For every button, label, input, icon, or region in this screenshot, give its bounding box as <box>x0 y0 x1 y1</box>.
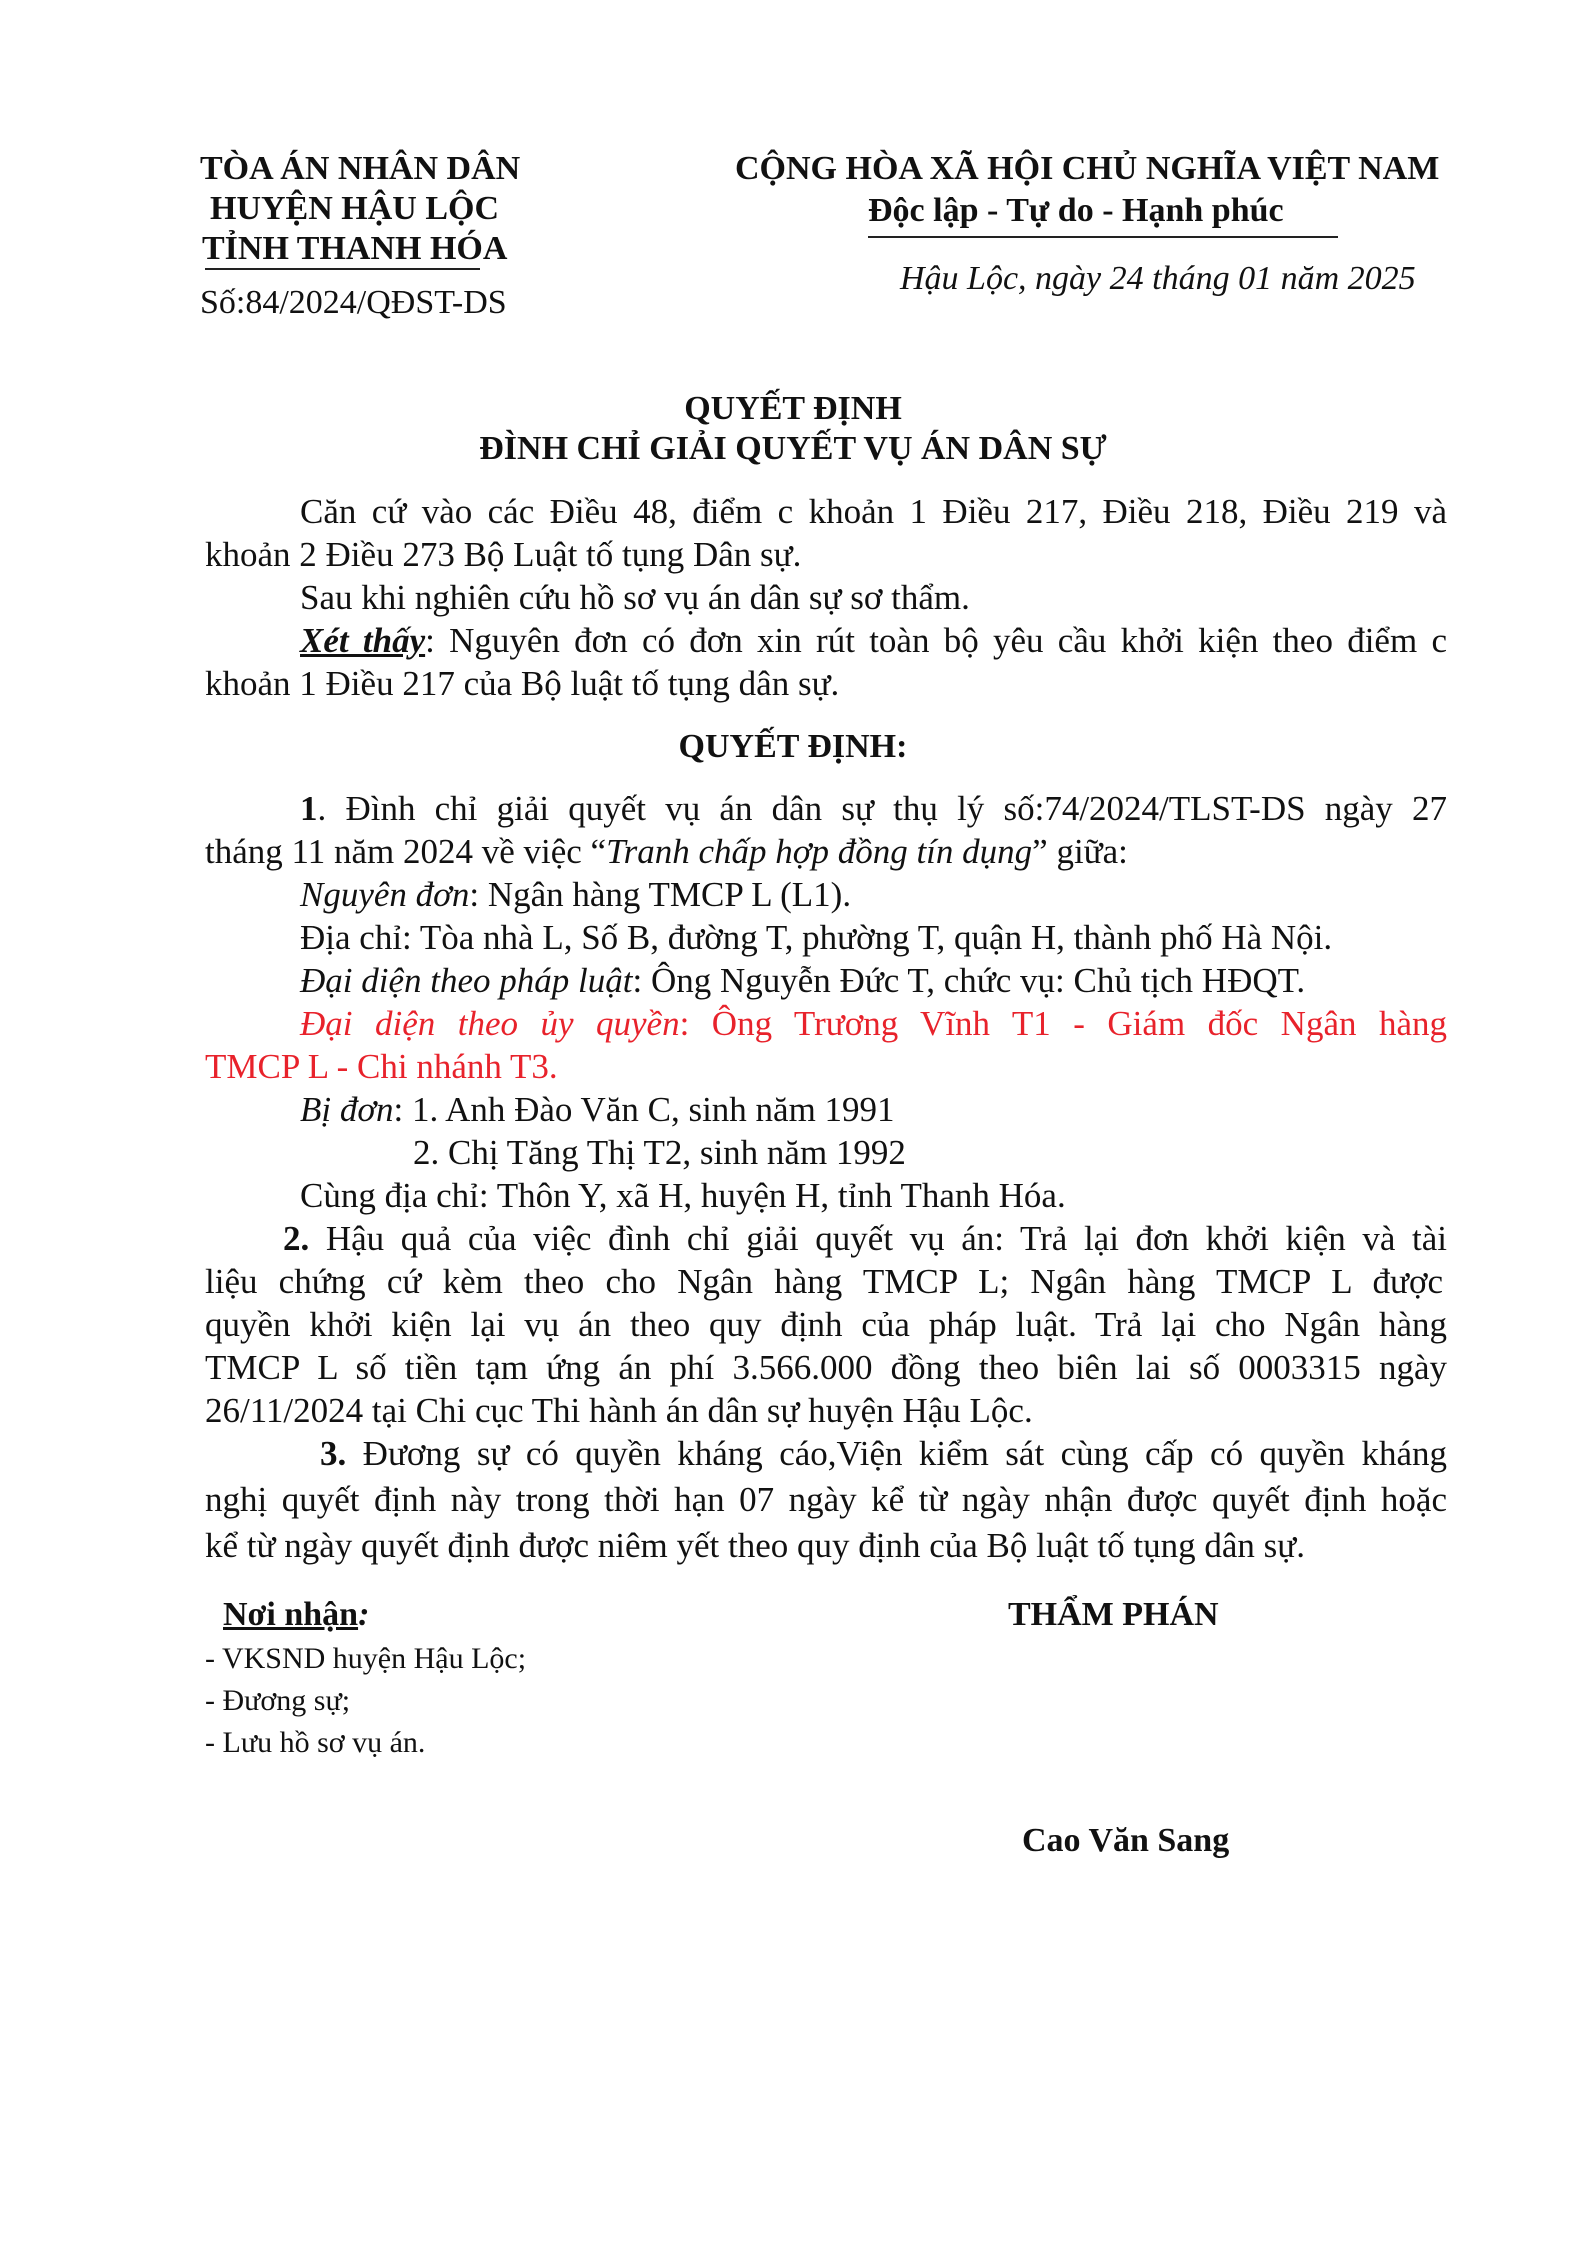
item3-text2: nghị quyết định này trong thời hạn 07 ngày kể từ ngày nhận được quyết định hoặc <box>205 1480 1447 1519</box>
item2-line1-text <box>283 1217 1447 1260</box>
item2-text1: Hậu quả của việc đình chỉ giải quyết vụ án: Trả lại đơn khởi kiện và tài <box>309 1219 1447 1258</box>
item1-number: 1 <box>300 789 318 828</box>
court-name-line2: HUYỆN HẬU LỘC <box>210 190 500 227</box>
auth-rep-value: : Ông Trương Vĩnh T1 - Giám đốc Ngân hàng <box>679 1004 1448 1043</box>
address-text: Địa chỉ: Tòa nhà L, Số B, đường T, phường T, quận H, thành phố Hà Nội. <box>300 918 1333 957</box>
plaintiff-text <box>300 873 1542 916</box>
recipients-label: Nơi nhận <box>223 1596 359 1633</box>
common-address-text: Cùng địa chỉ: Thôn Y, xã H, huyện H, tỉnh Thanh Hóa. <box>300 1176 1066 1215</box>
item3-line1-text <box>320 1432 1447 1475</box>
auth-rep-line1 <box>300 1002 1447 1045</box>
defendant-label: Bị đơn <box>300 1090 394 1129</box>
study-paragraph <box>300 576 1542 619</box>
signer-name: Cao Văn Sang <box>1022 1822 1230 1859</box>
case-type: Tranh chấp hợp đồng tín dụng <box>606 832 1033 871</box>
auth-rep-text1 <box>300 1002 1447 1045</box>
defendant2-value: 2. Chị Tăng Thị T2, sinh năm 1992 <box>413 1133 906 1172</box>
item2-text2: liệu chứng cứ kèm theo cho Ngân hàng TMCP L; Ngân hàng TMCP L được <box>205 1262 1443 1301</box>
consider-text: : Nguyên đơn có đơn xin rút toàn bộ yêu cầu khởi kiện theo điểm c <box>425 621 1448 660</box>
basis-line2: khoản 2 Điều 273 Bộ Luật tố tụng Dân sự. <box>205 535 802 574</box>
item2-line3 <box>205 1303 1447 1346</box>
plaintiff-value: : Ngân hàng TMCP L (L1). <box>469 875 852 914</box>
plaintiff-label: Nguyên đơn <box>300 875 470 914</box>
defendant-line1 <box>300 1088 1542 1131</box>
auth-rep-text2: TMCP L - Chi nhánh T3. <box>205 1047 558 1086</box>
preamble <box>205 490 1447 533</box>
item3-number: 3. <box>320 1434 347 1473</box>
defendant-line2 <box>413 1131 1586 1174</box>
item2-text5: 26/11/2024 tại Chi cục Thi hành án dân sự huyện Hậu Lộc. <box>205 1391 1033 1430</box>
item3-line2 <box>205 1478 1447 1521</box>
item2-line2 <box>205 1260 1447 1303</box>
basis-line1: Căn cứ vào các Điều 48, điểm c khoản 1 Điều 217, Điều 218, Điều 219 và <box>300 492 1447 531</box>
item1-text1: . Đình chỉ giải quyết vụ án dân sự thụ lý số:74/2024/TLST-DS ngày 27 <box>317 789 1447 828</box>
document-title: QUYẾT ĐỊNH <box>684 390 902 427</box>
item2-line1 <box>283 1217 1447 1260</box>
defendant-text1 <box>300 1088 1542 1131</box>
item3-text3: kể từ ngày quyết định được niêm yết theo quy định của Bộ luật tố tụng dân sự. <box>205 1526 1305 1565</box>
item2-text4: TMCP L số tiền tạm ứng án phí 3.566.000 đồng theo biên lai số 0003315 ngày <box>205 1348 1447 1387</box>
item2-text3: quyền khởi kiện lại vụ án theo quy định của pháp luật. Trả lại cho Ngân hàng <box>205 1305 1447 1344</box>
legal-rep-value: : Ông Nguyễn Đức T, chức vụ: Chủ tịch HĐQT. <box>632 961 1306 1000</box>
defendant1-value: : 1. Anh Đào Văn C, sinh năm 1991 <box>393 1090 895 1129</box>
common-address-line <box>300 1174 1542 1217</box>
recipient-item: - VKSND huyện Hậu Lộc; <box>205 1642 527 1675</box>
study-line: Sau khi nghiên cứu hồ sơ vụ án dân sự sơ thẩm. <box>300 578 970 617</box>
recipient-item: - Lưu hồ sơ vụ án. <box>205 1726 426 1759</box>
decision-heading: QUYẾT ĐỊNH: <box>678 728 908 765</box>
auth-rep-label: Đại diện theo ủy quyền <box>300 1004 680 1043</box>
item2-line5 <box>205 1389 1447 1432</box>
court-name-line1: TÒA ÁN NHÂN DÂN <box>200 150 521 187</box>
item3-text1: Đương sự có quyền kháng cáo,Viện kiểm sát cùng cấp có quyền kháng <box>346 1434 1447 1473</box>
item1-line1 <box>300 787 1447 830</box>
legal-rep-text <box>300 959 1542 1002</box>
item1-line2-text <box>205 830 1447 873</box>
consider-line1 <box>300 619 1447 662</box>
document-subtitle: ĐÌNH CHỈ GIẢI QUYẾT VỤ ÁN DÂN SỰ <box>479 430 1107 467</box>
nation-title: CỘNG HÒA XÃ HỘI CHỦ NGHĨA VIỆT NAM <box>735 150 1440 187</box>
legal-rep-label: Đại diện theo pháp luật <box>300 961 633 1000</box>
nation-motto: Độc lập - Tự do - Hạnh phúc <box>868 192 1284 229</box>
item1-line2 <box>205 830 1447 873</box>
recipients-heading <box>223 1596 369 1634</box>
recipients-colon: : <box>358 1596 370 1633</box>
consideration-paragraph <box>300 619 1447 662</box>
item1-line1-text <box>300 787 1447 830</box>
item2-line4 <box>205 1346 1447 1389</box>
court-underline <box>205 268 480 270</box>
item3-line1 <box>320 1432 1447 1475</box>
preamble-cont <box>205 533 1447 576</box>
recipient-item: - Đương sự; <box>205 1684 351 1717</box>
signer-title: THẨM PHÁN <box>1008 1596 1219 1633</box>
consider-line2: khoản 1 Điều 217 của Bộ luật tố tụng dân sự. <box>205 664 840 703</box>
address-line <box>300 916 1542 959</box>
item3-line3 <box>205 1524 1447 1567</box>
plaintiff-line <box>300 873 1542 916</box>
consider-label: Xét thấy <box>300 621 426 660</box>
motto-underline <box>868 236 1338 238</box>
legal-rep-line <box>300 959 1542 1002</box>
document-number: Số:84/2024/QĐST-DS <box>200 284 507 321</box>
consideration-cont <box>205 662 1447 705</box>
auth-rep-line2 <box>205 1045 1447 1088</box>
item1-line2-post: ” giữa: <box>1032 832 1128 871</box>
court-name-line3: TỈNH THANH HÓA <box>202 230 508 267</box>
place-and-date: Hậu Lộc, ngày 24 tháng 01 năm 2025 <box>900 260 1416 297</box>
item1-line2-pre: tháng 11 năm 2024 về việc “ <box>205 832 607 871</box>
item2-number: 2. <box>283 1219 310 1258</box>
